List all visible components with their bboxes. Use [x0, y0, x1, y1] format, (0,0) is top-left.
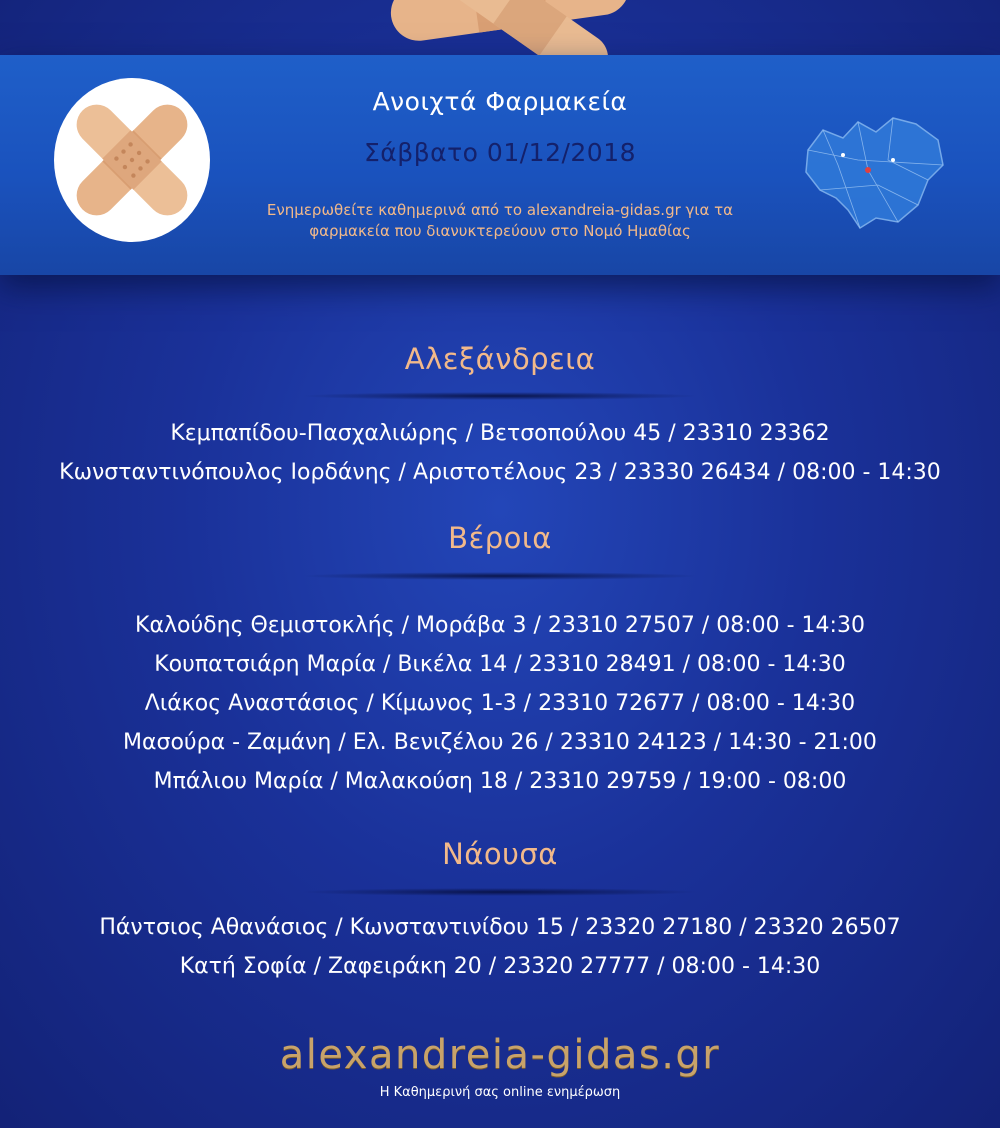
header-band [0, 55, 1000, 275]
pharmacy-item: Μασούρα - Ζαμάνη / Ελ. Βενιζέλου 26 / 23310 24123 / 14:30 - 21:00 [123, 730, 877, 755]
pharmacy-list-veroia [0, 606, 1000, 801]
pharmacy-item: Κουπατσιάρη Μαρία / Βικέλα 14 / 23310 28491 / 08:00 - 14:30 [154, 652, 846, 677]
pharmacy-list-naousa [0, 908, 1000, 986]
pharmacy-item: Κωνσταντινόπουλος Ιορδάνης / Αριστοτέλους 23 / 23330 26434 / 08:00 - 14:30 [59, 460, 941, 485]
pharmacy-item: Μπάλιου Μαρία / Μαλακούση 18 / 23310 29759 / 19:00 - 08:00 [153, 769, 847, 794]
bandage-top-icon [300, 0, 720, 60]
pharmacy-item: Κεμπαπίδου-Πασχαλιώρης / Βετσοπούλου 45 / 23310 23362 [170, 421, 830, 446]
pharmacy-item: Λιάκος Αναστάσιος / Κίμωνος 1-3 / 23310 72677 / 08:00 - 14:30 [144, 691, 856, 716]
header-title: Ανοιχτά Φαρμακεία [372, 87, 628, 116]
footer-tagline: Η Καθημερινή σας online ενημέρωση [379, 1085, 621, 1100]
pharmacy-item: Καλούδης Θεμιστοκλής / Μοράβα 3 / 23310 27507 / 08:00 - 14:30 [135, 613, 865, 638]
pharmacy-item: Πάντσιος Αθανάσιος / Κωνσταντινίδου 15 / 23320 27180 / 23320 26507 [99, 915, 901, 940]
section-divider [300, 888, 700, 896]
section-divider [300, 392, 700, 400]
header-info-line2: φαρμακεία που διανυκτερεύουν στο Νομό Ημαθίας [309, 222, 691, 240]
footer-brand-logo: alexandreia-gidas.gr [279, 1032, 721, 1078]
header-date: Σάββατο 01/12/2018 [363, 138, 637, 167]
pharmacy-item: Κατή Σοφία / Ζαφειράκη 20 / 23320 27777 / 08:00 - 14:30 [179, 954, 821, 979]
section-title-veroia: Βέροια [448, 521, 552, 555]
imathia-map-icon [798, 110, 948, 230]
header-info [200, 200, 800, 242]
section-title-alexandreia: Αλεξάνδρεια [404, 342, 596, 376]
pharmacy-list-alexandreia [0, 414, 1000, 492]
section-divider [300, 572, 700, 580]
header-info-line1: Ενημερωθείτε καθημερινά από το alexandreia-gidas.gr για τα [266, 201, 734, 219]
section-title-naousa: Νάουσα [442, 837, 558, 871]
